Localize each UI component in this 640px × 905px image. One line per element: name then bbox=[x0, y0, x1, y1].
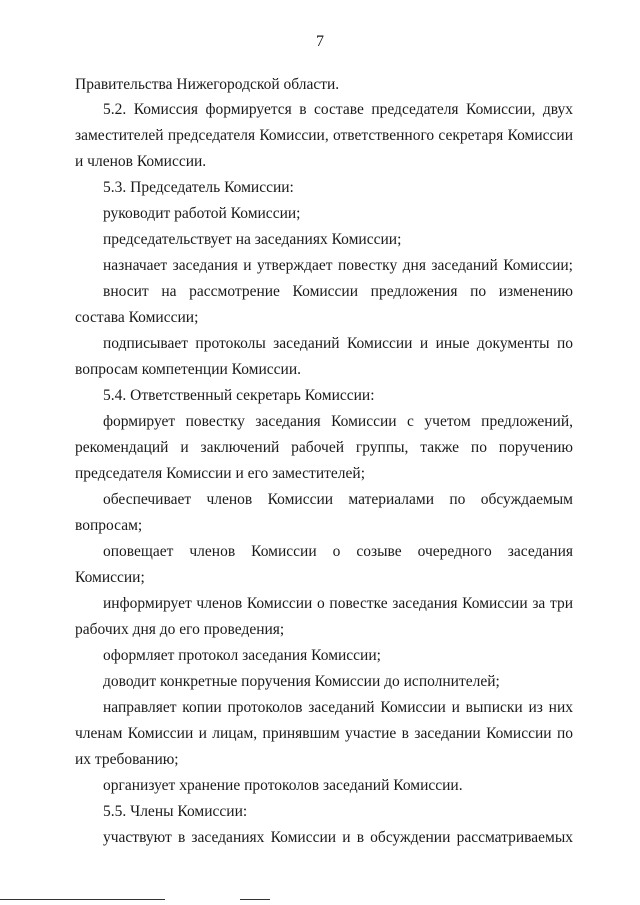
text-line: формирует повестку заседания Комиссии с учетом предложений, bbox=[103, 413, 573, 430]
text-line: Правительства Нижегородской области. bbox=[75, 76, 340, 93]
text-line: организует хранение протоколов заседаний Комиссии. bbox=[103, 777, 463, 794]
text-line: доводит конкретные поручения Комиссии до исполнителей; bbox=[103, 673, 500, 690]
footer-rule bbox=[0, 899, 165, 900]
text-line: подписывает протоколы заседаний Комиссии и иные документы по bbox=[103, 335, 573, 352]
text-line: 5.4. Ответственный секретарь Комиссии: bbox=[103, 387, 375, 404]
text-line: рекомендаций и заключений рабочей группы, также по поручению bbox=[75, 439, 573, 456]
text-line: их требованию; bbox=[75, 751, 179, 768]
text-line: состава Комиссии; bbox=[75, 309, 199, 326]
text-line: вопросам компетенции Комиссии. bbox=[75, 361, 302, 378]
text-line: оформляет протокол заседания Комиссии; bbox=[103, 647, 381, 664]
text-line: 5.2. Комиссия формируется в составе председателя Комиссии, двух bbox=[103, 101, 573, 118]
text-line: и членов Комиссии. bbox=[75, 153, 207, 170]
text-line: председательствует на заседаниях Комиссии; bbox=[103, 231, 402, 248]
text-line: председателя Комиссии и его заместителей; bbox=[75, 465, 365, 482]
text-line: оповещает членов Комиссии о созыве очередного заседания bbox=[103, 543, 573, 560]
text-line: назначает заседания и утверждает повестку дня заседаний Комиссии; bbox=[103, 257, 573, 274]
footer-rule-segment bbox=[240, 899, 270, 900]
text-line: участвуют в заседаниях Комиссии и в обсуждении рассматриваемых bbox=[103, 829, 573, 846]
text-line: вносит на рассмотрение Комиссии предложения по изменению bbox=[103, 283, 573, 300]
text-line: руководит работой Комиссии; bbox=[103, 205, 301, 222]
text-line: вопросам; bbox=[75, 517, 143, 534]
text-line: рабочих дня до его проведения; bbox=[75, 621, 285, 638]
text-line: заместителей председателя Комиссии, ответственного секретаря Комиссии bbox=[75, 127, 573, 144]
text-line: Комиссии; bbox=[75, 569, 145, 586]
text-line: обеспечивает членов Комиссии материалами по обсуждаемым bbox=[103, 491, 573, 508]
text-line: информирует членов Комиссии о повестке заседания Комиссии за три bbox=[103, 595, 573, 612]
text-line: 5.5. Члены Комиссии: bbox=[103, 803, 248, 820]
page-number: 7 bbox=[316, 33, 324, 50]
text-line: 5.3. Председатель Комиссии: bbox=[103, 179, 294, 196]
text-line: направляет копии протоколов заседаний Комиссии и выписки из них bbox=[103, 699, 573, 716]
text-line: членам Комиссии и лицам, принявшим участие в заседании Комиссии по bbox=[75, 725, 573, 742]
